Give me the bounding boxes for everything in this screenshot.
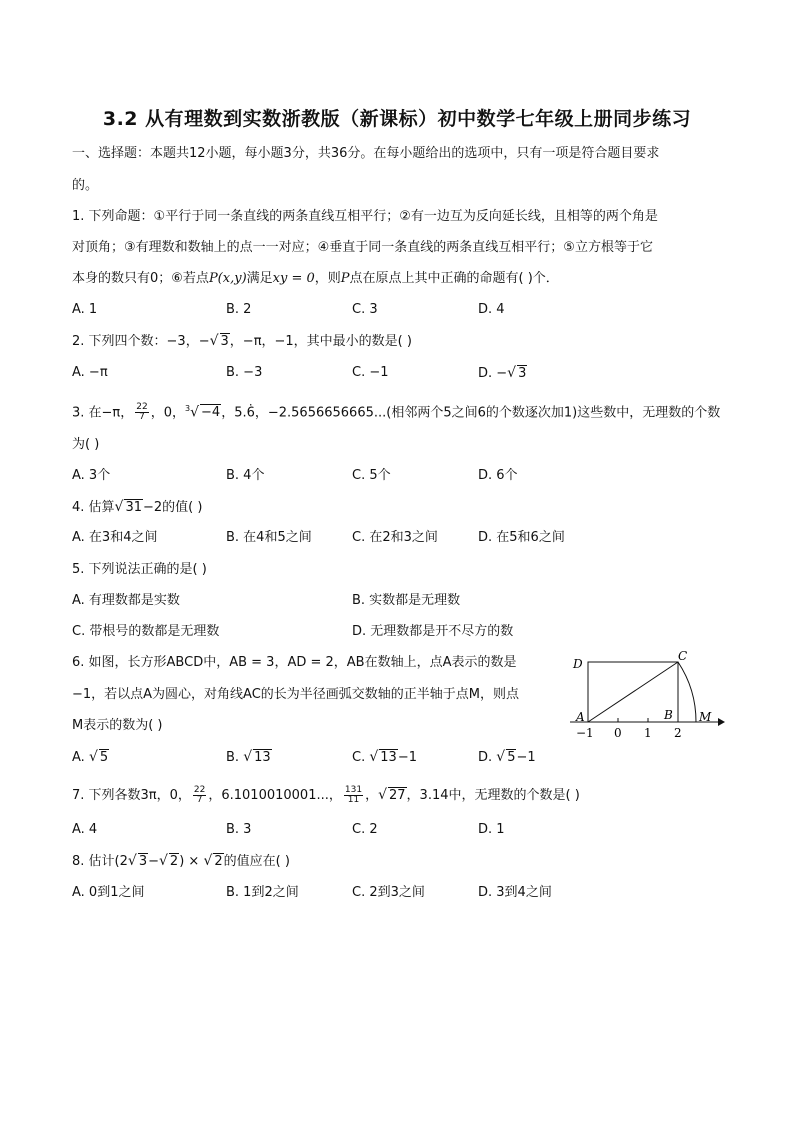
q6-line1: 6. 如图，长方形ABCD中，AB = 3，AD = 2，AB在数轴上，点A表示的数是 xyxy=(72,655,517,670)
q7-option-c: C. 2 xyxy=(352,822,378,837)
q1-point: P(x,y) xyxy=(208,271,247,286)
q8-radicand: 3 xyxy=(138,854,148,869)
radical-sign: √ xyxy=(88,749,98,765)
q2-option-a: A. −π xyxy=(72,365,108,380)
fraction-denominator: 7 xyxy=(196,795,203,805)
q4-option-d: D. 在5和6之间 xyxy=(478,530,565,545)
q1-line1: 1. 下列命题：①平行于同一条直线的两条直线互相平行；②有一边互为反向延长线，且相等的两个角是 xyxy=(72,209,658,224)
q3-option-c: C. 5个 xyxy=(352,468,391,483)
radical-sign: √ xyxy=(114,499,124,515)
radical-sign: √ xyxy=(507,365,517,381)
q2-option-c: C. −1 xyxy=(352,365,389,380)
q8-stem xyxy=(72,852,290,871)
fraction xyxy=(344,786,363,805)
radical-sign: √ xyxy=(159,853,168,869)
q7-text: 7. 下列各数3π，0， xyxy=(72,788,191,803)
q1-text: ，则 xyxy=(314,271,341,286)
q1-line2: 对顶角；③有理数和数轴上的点一一对应；④垂直于同一条直线的两条直线互相平行；⑤立方根等于它 xyxy=(72,240,653,255)
label-a: A xyxy=(576,710,585,724)
q8-option-c: C. 2到3之间 xyxy=(352,885,425,900)
radical-sign: √ xyxy=(243,749,253,765)
q4-option-a: A. 在3和4之间 xyxy=(72,530,158,545)
q3-line2: 为( ) xyxy=(72,437,100,452)
q7-option-d: D. 1 xyxy=(478,822,505,837)
radical-sign: √ xyxy=(209,333,219,349)
q6-option-c xyxy=(352,748,417,767)
q4-text: −2的值( ) xyxy=(143,500,203,515)
q2-text: ，−π，−1，其中最小的数是( ) xyxy=(229,334,412,349)
q4-text: 4. 估算 xyxy=(72,500,115,515)
q5-option-a: A. 有理数都是实数 xyxy=(72,593,180,608)
q1-line3 xyxy=(72,270,559,288)
q6-option-c-suffix: −1 xyxy=(397,750,417,765)
q1-option-d: D. 4 xyxy=(478,302,505,317)
q6-option-b xyxy=(226,748,272,767)
q4-option-b: B. 在4和5之间 xyxy=(226,530,312,545)
q8-option-b: B. 1到2之间 xyxy=(226,885,299,900)
q6-option-c-label: C. xyxy=(352,750,370,765)
q4-stem xyxy=(72,498,202,517)
q7-stem xyxy=(72,786,580,805)
q1-text: 点在原点上其中正确的命题有( )个． xyxy=(349,271,559,286)
arrow-icon xyxy=(718,718,725,726)
q2-option-d-text: D. − xyxy=(478,366,508,381)
q8-text: 的值应在( ) xyxy=(223,854,290,869)
root-index: 3 xyxy=(185,404,191,413)
q6-option-a-radicand: 5 xyxy=(99,750,109,765)
radical-sign: √ xyxy=(190,404,200,421)
label-b: B xyxy=(664,708,673,722)
label-m: M xyxy=(699,710,712,724)
page-title: 3.2 从有理数到实数浙教版（新课标）初中数学七年级上册同步练习 xyxy=(102,108,692,130)
q7-option-b: B. 3 xyxy=(226,822,252,837)
radical-sign: √ xyxy=(378,787,387,803)
tick-label-0: 0 xyxy=(614,726,622,740)
q2-stem xyxy=(72,332,412,351)
q2-text: 2. 下列四个数：−3，− xyxy=(72,334,210,349)
fraction-numerator: 131 xyxy=(344,785,363,795)
q5-option-b: B. 实数都是无理数 xyxy=(352,593,461,608)
q8-text: − xyxy=(148,854,159,869)
q3-option-a: A. 3个 xyxy=(72,468,111,483)
q8-text: ) × xyxy=(179,854,204,869)
q6-option-c-radicand: 13 xyxy=(380,750,397,765)
radical-sign: √ xyxy=(127,853,137,869)
q7-text: ， xyxy=(365,788,379,803)
q8-radicand: 2 xyxy=(214,854,223,869)
q1-option-c: C. 3 xyxy=(352,302,378,317)
radical-sign: √ xyxy=(369,749,379,765)
section-heading-line2: 的。 xyxy=(72,178,99,193)
fraction xyxy=(193,786,206,805)
q1-option-a: A. 1 xyxy=(72,302,98,317)
q1-text: 本身的数只有0；⑥若点 xyxy=(72,271,209,286)
arc-cm xyxy=(678,662,696,722)
q3-text: ，5.6̇，−2.5656656665...(相邻两个5之间6的个数逐次加1)这些数中，无理数的个数 xyxy=(221,405,721,421)
q3-line1 xyxy=(72,400,720,422)
q7-text: ，6.1010010001...， xyxy=(208,788,342,803)
q1-point: P xyxy=(340,271,350,286)
q7-text: ，3.14中，无理数的个数是( ) xyxy=(406,788,580,803)
q3-option-d: D. 6个 xyxy=(478,468,518,483)
q1-equation: xy = 0 xyxy=(272,271,315,286)
label-d: D xyxy=(573,657,583,671)
tick-label-minus1: −1 xyxy=(576,726,594,740)
q7-radicand: 27 xyxy=(389,788,406,803)
q6-line3: M表示的数为( ) xyxy=(72,718,163,733)
q2-radicand: 3 xyxy=(220,334,229,349)
section-heading-line1: 一、选择题：本题共12小题，每小题3分，共36分。在每小题给出的选项中，只有一项是符合题目要求 xyxy=(72,146,660,161)
q6-option-a-label: A. xyxy=(72,750,89,765)
q4-option-c: C. 在2和3之间 xyxy=(352,530,438,545)
label-c: C xyxy=(678,649,688,663)
q8-option-a: A. 0到1之间 xyxy=(72,885,145,900)
q1-text: 满足 xyxy=(246,271,273,286)
q4-radicand: 31 xyxy=(125,500,143,515)
q3-option-b: B. 4个 xyxy=(226,468,265,483)
q6-figure xyxy=(568,648,728,744)
q6-option-a xyxy=(72,748,109,767)
q5-option-d: D. 无理数都是开不尽方的数 xyxy=(352,624,514,639)
q6-option-d-label: D. xyxy=(478,750,497,765)
q5-option-c: C. 带根号的数都是无理数 xyxy=(72,624,220,639)
q3-text: ，0， xyxy=(150,405,185,421)
q6-option-d-radicand: 5 xyxy=(507,750,516,765)
radical-sign: √ xyxy=(203,853,213,869)
q7-option-a: A. 4 xyxy=(72,822,98,837)
fraction-numerator: 22 xyxy=(136,402,148,413)
q2-option-d-radicand: 3 xyxy=(518,366,527,381)
q5-stem: 5. 下列说法正确的是( ) xyxy=(72,562,207,577)
tick-label-1: 1 xyxy=(644,726,652,740)
q3-radicand: −4 xyxy=(201,405,221,421)
q2-option-b: B. −3 xyxy=(226,365,263,380)
q6-option-b-radicand: 13 xyxy=(254,750,271,765)
fraction-denominator: 7 xyxy=(139,412,145,423)
q8-option-d: D. 3到4之间 xyxy=(478,885,552,900)
fraction-numerator: 22 xyxy=(193,785,206,795)
q6-option-d-suffix: −1 xyxy=(516,750,536,765)
q6-option-b-label: B. xyxy=(226,750,244,765)
q8-radicand: 2 xyxy=(169,854,179,869)
q6-option-d xyxy=(478,748,536,767)
q1-option-b: B. 2 xyxy=(226,302,252,317)
fraction-denominator: 11 xyxy=(347,795,360,805)
q8-text: 8. 估计(2 xyxy=(72,854,128,869)
fraction xyxy=(135,403,148,422)
q3-text: 3. 在−π， xyxy=(72,405,134,421)
q6-line2: −1，若以点A为圆心，对角线AC的长为半径画弧交数轴的正半轴于点M，则点 xyxy=(72,687,520,702)
tick-label-2: 2 xyxy=(674,726,682,740)
q2-option-d xyxy=(478,364,527,383)
radical-sign: √ xyxy=(496,749,506,765)
